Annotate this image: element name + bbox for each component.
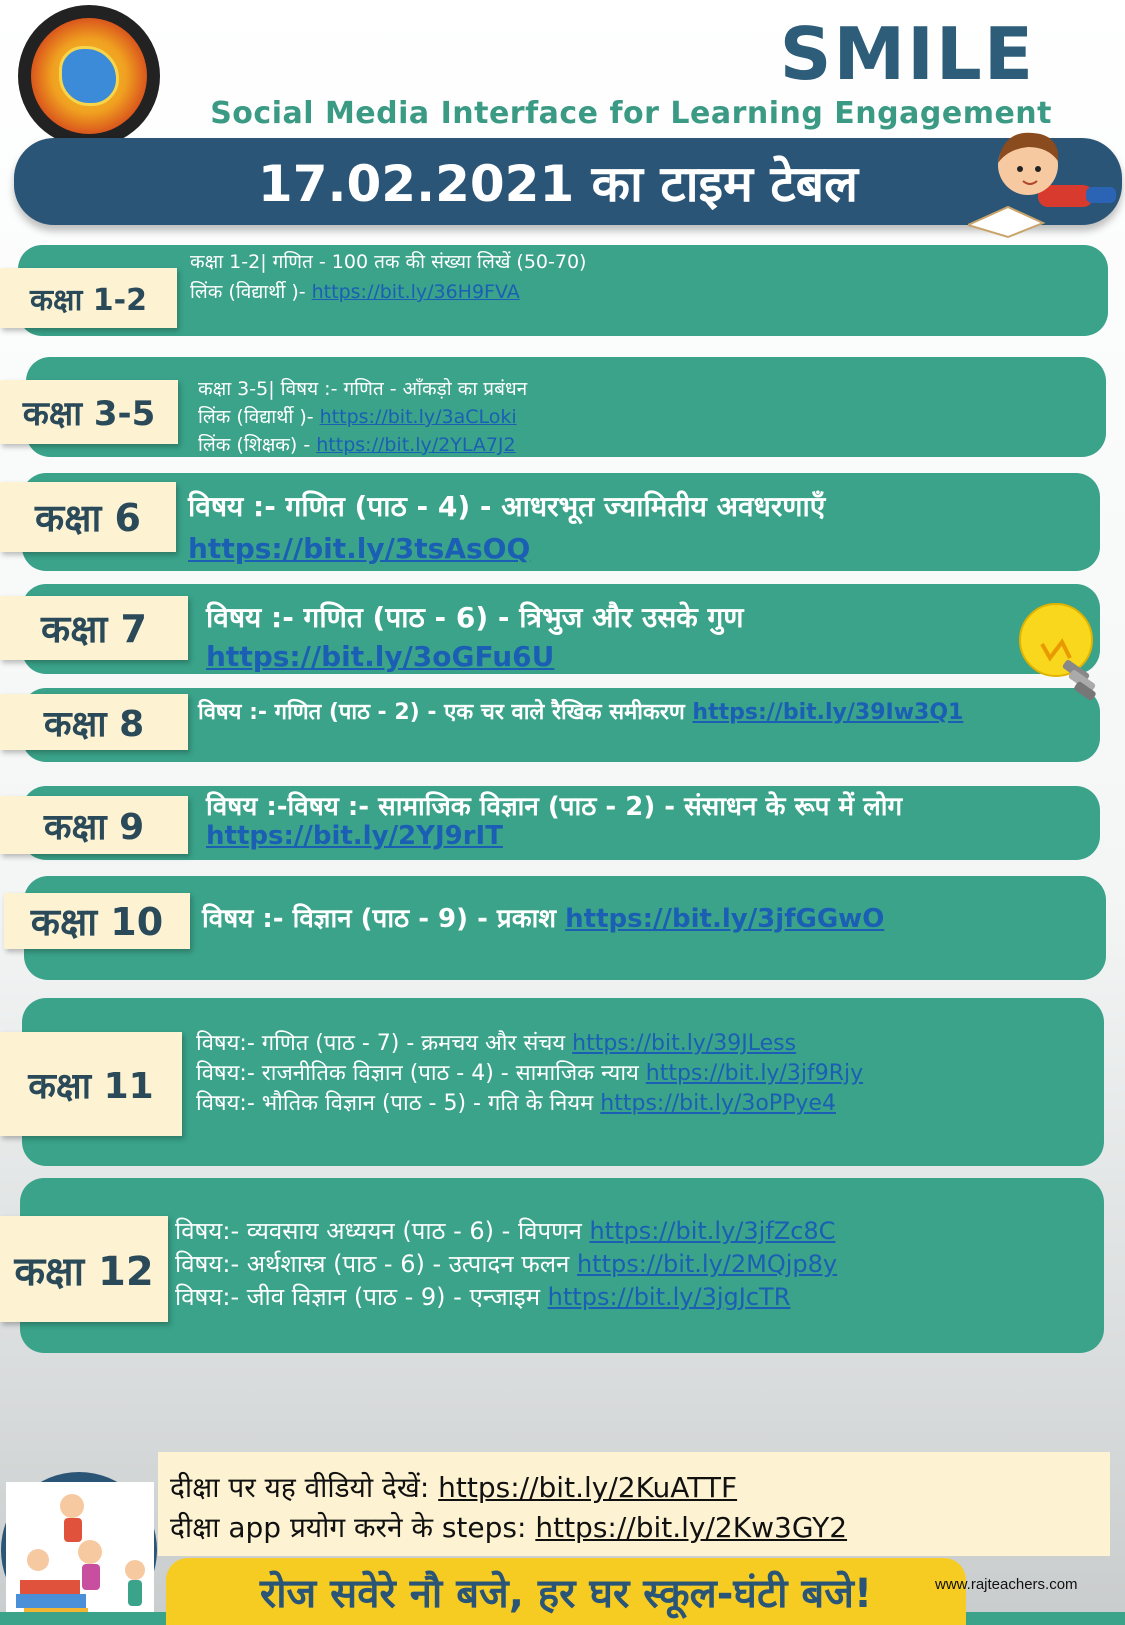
slogan-box xyxy=(166,1558,966,1625)
class-link[interactable]: https://bit.ly/3jgJcTR xyxy=(547,1283,791,1311)
row-line: विषय :-विषय :- सामाजिक विज्ञान (पाठ - 2) - संसाधन के रूप में लोग xyxy=(206,792,903,822)
row-line: विषय :- गणित (पाठ - 6) - त्रिभुज और उसके गुण xyxy=(206,601,744,634)
row-line: कक्षा 3-5| विषय :- गणित - आँकड़ो का प्रबंधन xyxy=(198,378,528,400)
class-tag: कक्षा 12 xyxy=(0,1216,168,1322)
banner-title: 17.02.2021 का टाइम टेबल xyxy=(257,154,859,213)
row-line xyxy=(188,532,530,565)
row-line: लिंक (शिक्षक) - https://bit.ly/2YLA7J2 xyxy=(198,434,516,456)
row-line: विषय:- अर्थशास्त्र (पाठ - 6) - उत्पादन फलन https://bit.ly/2MQjp8y xyxy=(175,1250,838,1278)
row-line: कक्षा 1-2| गणित - 100 तक की संख्या लिखें (50-70) xyxy=(190,251,587,273)
row-line: लिंक (विद्यार्थी )- https://bit.ly/3aCLoki xyxy=(198,406,517,428)
map-icon xyxy=(59,46,119,106)
footer-line: दीक्षा app प्रयोग करने के steps: https://bit.ly/2Kw3GY2 xyxy=(170,1511,848,1544)
row-line: विषय:- राजनीतिक विज्ञान (पाठ - 4) - सामाजिक न्याय https://bit.ly/3jf9Rjy xyxy=(196,1061,864,1086)
class-tag: कक्षा 10 xyxy=(4,893,190,949)
date-banner xyxy=(14,138,1122,225)
page-subtitle: Social Media Interface for Learning Engagement xyxy=(210,96,1052,131)
row-line: विषय:- भौतिक विज्ञान (पाठ - 5) - गति के नियम https://bit.ly/3oPPye4 xyxy=(196,1091,836,1116)
class-link[interactable]: https://bit.ly/3oGFu6U xyxy=(206,640,555,673)
logo-emblem xyxy=(31,18,147,134)
class-tag: कक्षा 1-2 xyxy=(0,268,177,328)
row-class-3-5 xyxy=(26,357,1106,457)
video-link[interactable]: https://bit.ly/2KuATTF xyxy=(438,1471,738,1504)
class-link[interactable]: https://bit.ly/2YLA7J2 xyxy=(316,434,516,456)
page-title: SMILE xyxy=(779,12,1035,96)
class-link[interactable]: https://bit.ly/3jfGGwO xyxy=(565,904,885,934)
row-line: विषय:- गणित (पाठ - 7) - क्रमचय और संचय https://bit.ly/39JLess xyxy=(196,1031,797,1056)
department-logo xyxy=(18,5,160,147)
kids-books-icon xyxy=(0,1460,158,1625)
row-line: विषय :- गणित (पाठ - 2) - एक चर वाले रैखिक समीकरण https://bit.ly/39Iw3Q1 xyxy=(198,700,964,725)
row-line: लिंक (विद्यार्थी )- https://bit.ly/36H9FVA xyxy=(190,281,520,303)
class-link[interactable]: https://bit.ly/39Iw3Q1 xyxy=(692,700,964,725)
lightbulb-icon xyxy=(1018,600,1100,710)
class-tag: कक्षा 11 xyxy=(0,1032,182,1136)
class-link[interactable]: https://bit.ly/3aCLoki xyxy=(319,406,517,428)
class-link[interactable]: https://bit.ly/39JLess xyxy=(572,1031,797,1056)
row-line xyxy=(206,640,554,673)
footer-line: दीक्षा पर यह वीडियो देखें: https://bit.ly/2KuATTF xyxy=(170,1471,738,1504)
class-link[interactable]: https://bit.ly/3jf9Rjy xyxy=(645,1061,864,1086)
row-line xyxy=(206,821,503,851)
row-line: विषय :- गणित (पाठ - 4) - आधरभूत ज्यामितीय अवधरणाएँ xyxy=(188,490,826,523)
class-tag: कक्षा 8 xyxy=(0,694,188,750)
class-link[interactable]: https://bit.ly/3oPPye4 xyxy=(600,1091,836,1116)
class-link[interactable]: https://bit.ly/3tsAsOQ xyxy=(188,532,531,565)
row-line: विषय:- व्यवसाय अध्ययन (पाठ - 6) - विपणन https://bit.ly/3jfZc8C xyxy=(175,1217,836,1245)
class-link[interactable]: https://bit.ly/36H9FVA xyxy=(311,281,520,303)
app-steps-link[interactable]: https://bit.ly/2Kw3GY2 xyxy=(535,1511,848,1544)
class-tag: कक्षा 7 xyxy=(0,596,188,660)
class-tag: कक्षा 6 xyxy=(0,482,176,552)
website-label: www.rajteachers.com xyxy=(935,1576,1078,1593)
class-link[interactable]: https://bit.ly/2MQjp8y xyxy=(576,1250,838,1278)
boy-reading-icon xyxy=(968,125,1118,245)
row-line: विषय:- जीव विज्ञान (पाठ - 9) - एन्जाइम https://bit.ly/3jgJcTR xyxy=(175,1283,791,1311)
class-link[interactable]: https://bit.ly/3jfZc8C xyxy=(589,1217,836,1245)
class-tag: कक्षा 3-5 xyxy=(0,380,178,444)
row-line: विषय :- विज्ञान (पाठ - 9) - प्रकाश https://bit.ly/3jfGGwO xyxy=(202,904,885,934)
slogan: रोज सवेरे नौ बजे, हर घर स्कूल-घंटी बजे! xyxy=(259,1571,873,1617)
class-tag: कक्षा 9 xyxy=(0,796,188,854)
class-link[interactable]: https://bit.ly/2YJ9rIT xyxy=(206,821,503,851)
